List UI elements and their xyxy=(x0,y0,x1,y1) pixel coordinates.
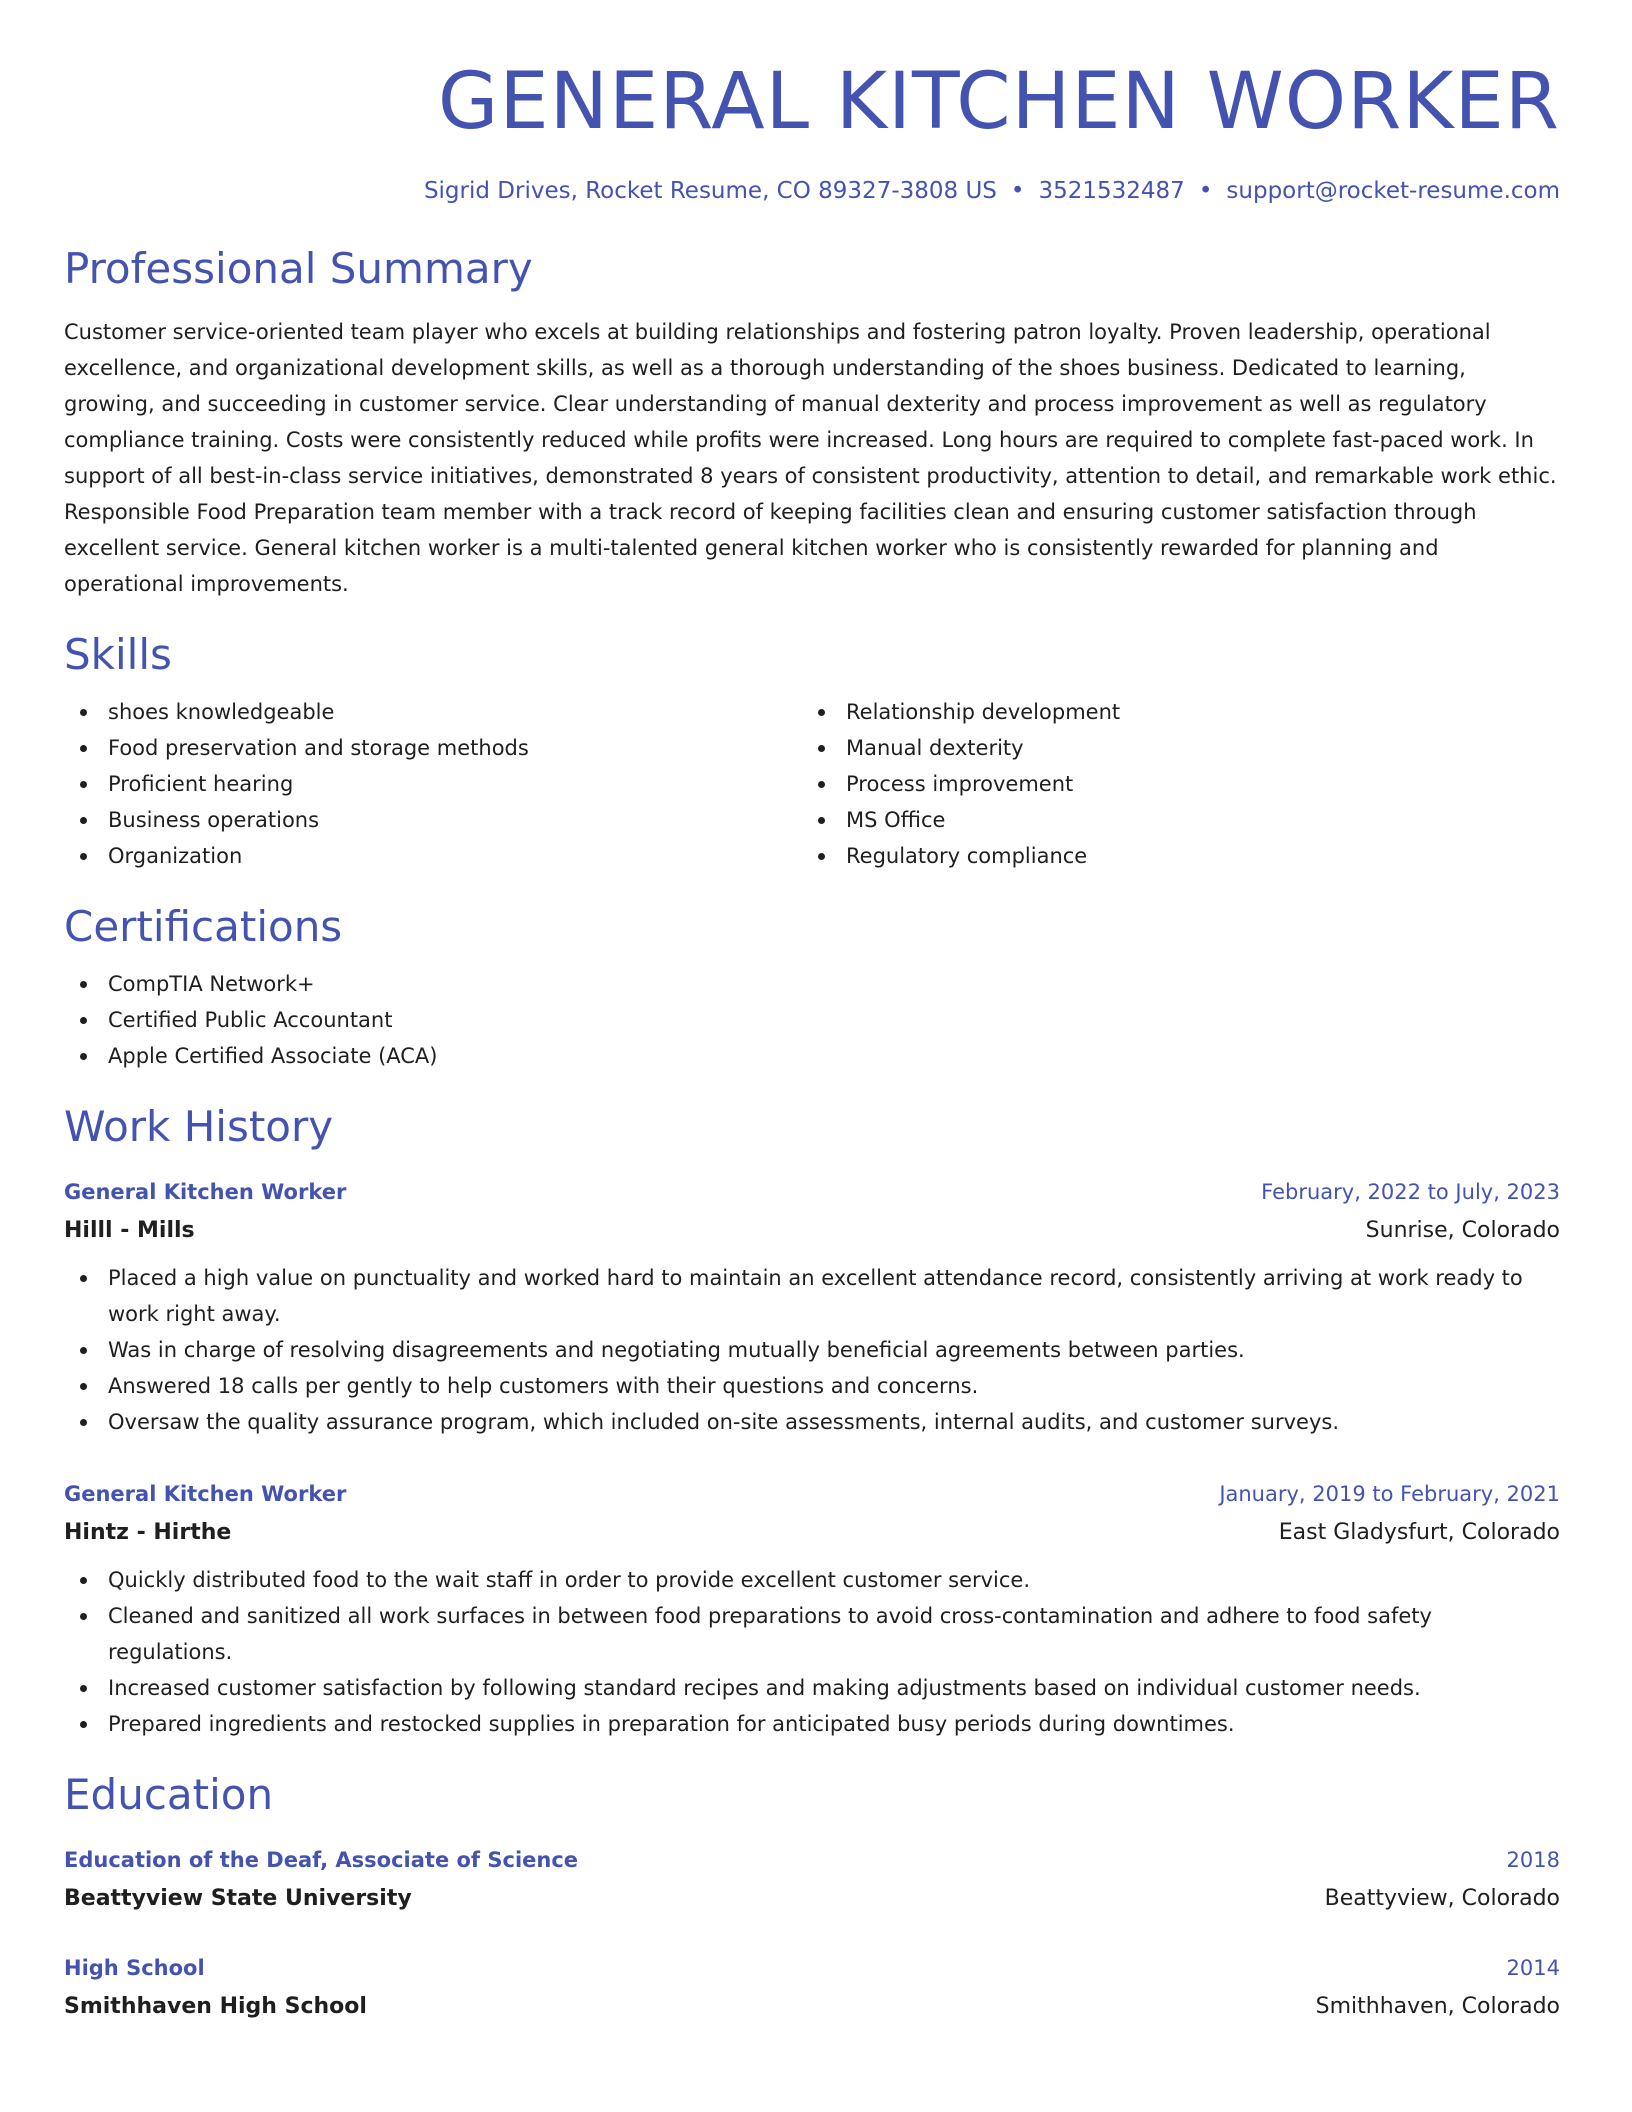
skill-item: Relationship development xyxy=(802,694,1540,730)
certification-item: Certified Public Accountant xyxy=(64,1002,1560,1038)
job-company: Hilll - Mills xyxy=(64,1218,195,1243)
job-duty-item: Placed a high value on punctuality and worked hard to maintain an excellent attendance record, consistently arriving at work ready to work right away. xyxy=(64,1260,1560,1332)
job-duties-list xyxy=(64,1260,1560,1440)
job-duty-item: Cleaned and sanitized all work surfaces in between food preparations to avoid cross-contamination and adhere to food safety regulations. xyxy=(64,1598,1560,1670)
job-dates: January, 2019 to February, 2021 xyxy=(1219,1482,1560,1506)
education-year: 2018 xyxy=(1506,1848,1560,1872)
contact-address: Sigrid Drives, Rocket Resume, CO 89327-3808 US xyxy=(423,178,997,204)
contact-phone[interactable]: 3521532487 xyxy=(1038,178,1185,204)
education-heading: Education xyxy=(64,1770,274,1819)
education-degree: High School xyxy=(64,1956,205,1980)
education-entry xyxy=(64,1948,1560,2026)
job-entry xyxy=(64,1172,1560,1440)
job-company-row xyxy=(64,1212,1560,1250)
candidate-name: GENERAL KITCHEN WORKER xyxy=(437,57,1560,147)
skills-list-left xyxy=(64,694,802,874)
job-duty-item: Increased customer satisfaction by following standard recipes and making adjustments based on individual customer needs. xyxy=(64,1670,1560,1706)
job-header-row xyxy=(64,1474,1560,1514)
job-company: Hintz - Hirthe xyxy=(64,1520,232,1545)
education-degree: Education of the Deaf, Associate of Science xyxy=(64,1848,579,1872)
certification-item: CompTIA Network+ xyxy=(64,966,1560,1002)
job-duty-item: Answered 18 calls per gently to help customers with their questions and concerns. xyxy=(64,1368,1560,1404)
education-school: Beattyview State University xyxy=(64,1886,412,1911)
skill-item: Organization xyxy=(64,838,802,874)
job-duty-item: Prepared ingredients and restocked supplies in preparation for anticipated busy periods during downtimes. xyxy=(64,1706,1560,1742)
job-entry xyxy=(64,1474,1560,1742)
skill-item: Manual dexterity xyxy=(802,730,1540,766)
contact-separator: • xyxy=(1010,178,1025,204)
summary-text: Customer service-oriented team player who excels at building relationships and fostering patron loyalty. Proven leadership, operational excellence, and organizational development skills, as well as a thorough understanding of the shoes business. Dedicated to learning, growing, and succeeding in customer service. Clear understanding of manual dexterity and process improvement as well as regulatory compliance training. Costs were consistently reduced while profits were increased. Long hours are required to complete fast-paced work. In support of all best-in-class service initiatives, demonstrated 8 years of consistent productivity, attention to detail, and remarkable work ethic. Responsible Food Preparation team member with a track record of keeping facilities clean and ensuring customer satisfaction through excellent service. General kitchen worker is a multi-talented general kitchen worker who is consistently rewarded for planning and operational improvements. xyxy=(64,320,1557,596)
skill-item: shoes knowledgeable xyxy=(64,694,802,730)
skill-item: Proficient hearing xyxy=(64,766,802,802)
skill-item: Regulatory compliance xyxy=(802,838,1540,874)
education-year: 2014 xyxy=(1506,1956,1560,1980)
job-duty-item: Oversaw the quality assurance program, which included on-site assessments, internal audits, and customer surveys. xyxy=(64,1404,1560,1440)
certification-item: Apple Certified Associate (ACA) xyxy=(64,1038,1560,1074)
certifications-heading: Certifications xyxy=(64,902,343,951)
work-history-heading: Work History xyxy=(64,1102,334,1151)
skill-item: Process improvement xyxy=(802,766,1540,802)
job-company-row xyxy=(64,1514,1560,1552)
contact-line xyxy=(64,176,1560,206)
job-location: East Gladysfurt, Colorado xyxy=(1278,1520,1560,1545)
skill-item: Business operations xyxy=(64,802,802,838)
job-role: General Kitchen Worker xyxy=(64,1180,347,1204)
skills-list-right xyxy=(802,694,1540,874)
certifications-list xyxy=(64,966,1560,1074)
job-duties-list xyxy=(64,1562,1560,1742)
education-header-row xyxy=(64,1840,1560,1880)
job-role: General Kitchen Worker xyxy=(64,1482,347,1506)
contact-email[interactable]: support@rocket-resume.com xyxy=(1226,178,1560,204)
education-school-row xyxy=(64,1880,1560,1918)
job-duty-item: Quickly distributed food to the wait staff in order to provide excellent customer service. xyxy=(64,1562,1560,1598)
skill-item: MS Office xyxy=(802,802,1540,838)
summary-heading: Professional Summary xyxy=(64,244,533,293)
education-school: Smithhaven High School xyxy=(64,1994,367,2019)
skills-grid xyxy=(64,680,1560,874)
skills-heading: Skills xyxy=(64,630,172,679)
job-duty-item: Was in charge of resolving disagreements and negotiating mutually beneficial agreements between parties. xyxy=(64,1332,1560,1368)
job-dates: February, 2022 to July, 2023 xyxy=(1261,1180,1560,1204)
resume-page xyxy=(64,52,1560,2026)
contact-separator: • xyxy=(1198,178,1213,204)
education-header-row xyxy=(64,1948,1560,1988)
skill-item: Food preservation and storage methods xyxy=(64,730,802,766)
education-entry xyxy=(64,1840,1560,1918)
education-location: Smithhaven, Colorado xyxy=(1315,1994,1560,2019)
education-school-row xyxy=(64,1988,1560,2026)
job-header-row xyxy=(64,1172,1560,1212)
education-location: Beattyview, Colorado xyxy=(1324,1886,1560,1911)
job-location: Sunrise, Colorado xyxy=(1365,1218,1560,1243)
